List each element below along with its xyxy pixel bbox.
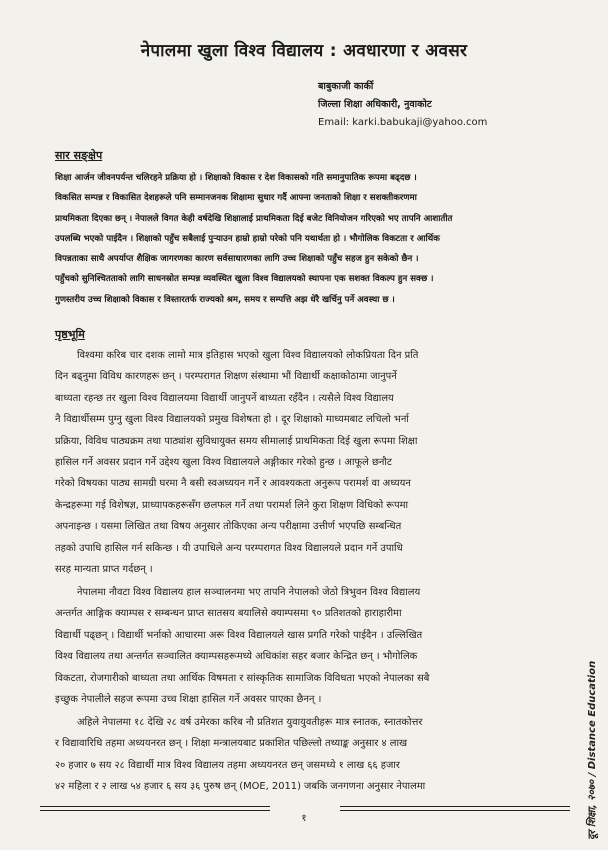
journal-sidebar (580, 560, 602, 840)
journal-label: दूर शिक्षा, २०७० / Distance Education (587, 660, 598, 840)
text-line: नेपालमा नौवटा विश्व विद्यालय हाल सञ्चालनमा भए तापनि नेपालको जेठो त्रिभुवन विश्व विद्यालय (77, 587, 421, 598)
footer-rule-right (340, 806, 570, 807)
text-line: २० हजार ७ सय २८ विद्यार्थी मात्र विश्व विद्यालय तहमा अध्ययनरत छन् जसमध्ये १ लाख ६६ हजार (55, 759, 400, 771)
abstract-text (55, 168, 555, 310)
author-email: Email: karki.babukaji@yahoo.com (318, 117, 488, 128)
text-line: इच्छुक नेपालीले सहज रूपमा उच्च शिक्षा हासिल गर्ने अवसर पाएका छैनन् । (55, 693, 322, 705)
abstract-heading: सार सङ्क्षेप (55, 149, 103, 162)
author-name: बाबुकाजी कार्की (318, 81, 374, 92)
abstract-line: विपन्नताका साथै अपर्याप्त शैक्षिक जागरणका कारण सर्वसाधारणका लागि उच्च शिक्षाको पहुँच सहज हुन सकेको छैन । (55, 254, 419, 265)
text-line: केन्द्रहरूमा गई विशेषज्ञ, प्राध्यापकहरूसँग छलफल गर्ने तथा परामर्श लिने कुरा शिक्षण विधिको रूपमा (55, 499, 409, 511)
background-heading: पृष्ठभूमि (55, 328, 85, 341)
text-line: ४२ महिला र २ लाख ५४ हजार ६ सय ३६ पुरुष छन् (MOE, 2011) जबकि जनगणना अनुसार नेपालमा (55, 781, 426, 793)
text-line: अपनाइन्छ । यसमा लिखित तथा विषय अनुसार तोकिएका अन्य परीक्षामा उत्तीर्ण भएपछि सम्बन्धित (55, 521, 402, 533)
page-number: १ (301, 813, 307, 824)
abstract-line: उपलब्धि भएको पाईदैन । शिक्षाको पहुँच सबैलाई पुऱ्याउन हाम्रो हाम्रो परेको पनि यथार्थता हो । भौगोलिक विकटता र आर्थिक (55, 233, 440, 244)
text-line: बाध्यता रहन्छ तर खुला विश्व विद्यालयमा विद्यार्थी जानुपर्ने बाध्यता रहँदैन । त्यसैले विश्व विद्यालय (55, 392, 394, 404)
paragraph-3 (55, 712, 560, 798)
text-line: अन्तर्गत आङ्गिक क्याम्पस र सम्बन्धन प्राप्त सातसय बयालिसे क्याम्पसमा ९० प्रतिशतको हाराहारीमा (55, 608, 402, 620)
text-line: अहिले नेपालमा १८ देखि २८ वर्ष उमेरका करिब नौ प्रतिशत युवायुवतीहरू मात्र स्नातक, स्नातकोत्तर (77, 717, 423, 728)
abstract-line: शिक्षा आर्जन जीवनपर्यन्त चलिरहने प्रक्रिया हो । शिक्षाको विकास र देश विकासको गति समानुपातिक रूपमा बढ्दछ । (55, 173, 417, 183)
text-line: दिन बढ्नुमा विविध कारणहरू छन् । परम्परागत शिक्षण संस्थामा भौं विद्यार्थी कक्षाकोठामा जानुपर्ने (55, 371, 397, 383)
paragraph-2 (55, 582, 560, 710)
page-title: नेपालमा खुला विश्व विद्यालय : अवधारणा र अवसर (140, 41, 468, 61)
abstract-line: गुणस्तरीय उच्च शिक्षाको विकास र विस्तारतर्फ राज्यको श्रम, समय र सम्पत्ति अझ धेरै खर्चिनु पर्ने अवस्था छ । (55, 294, 395, 305)
text-line: सरह मान्यता प्राप्त गर्दछन् । (55, 563, 153, 575)
text-line: नै विद्यार्थीसम्म पुग्नु खुला विश्व विद्यालयको प्रमुख विशेषता हो । दूर शिक्षाको माध्यमबाट लचिलो भर्ना (55, 414, 409, 426)
text-line: विकटता, रोजगारीको बाध्यता तथा आर्थिक विषमता र सांस्कृतिक सामाजिक विविधता भएको नेपालका सबै (55, 672, 430, 684)
author-block (318, 78, 487, 132)
abstract-line: प्राथमिकता दिएका छन् । नेपालले विगत केही वर्षदेखि शिक्षालाई प्राथमिकता दिई बजेट विनियोजन गरिएको भए तापनि आशातीत (55, 213, 453, 224)
author-position: जिल्ला शिक्षा अधिकारी, नुवाकोट (318, 99, 432, 110)
text-line: विद्यार्थी पढ्छन् । विद्यार्थी भर्नाको आधारमा अरू विश्व विद्यालयले खास प्रगति गरेको पाईदैन । उल्लिखित (55, 629, 423, 641)
text-line: प्रक्रिया, विविध पाठ्यक्रम तथा पाठ्यांश सुविधायुक्त समय सीमालाई प्राथमिकता दिई खुला रूपमा शिक्षा (55, 435, 418, 447)
abstract-line: पहुँचको सुनिश्चितताको लागि साधनस्रोत सम्पन्न व्यवस्थित खुला विश्व विद्यालयको स्थापना एक सशक्त विकल्प हुन सक्छ । (55, 274, 434, 285)
text-line: विश्वमा करिब चार दशक लामो मात्र इतिहास भएको खुला विश्व विद्यालयको लोकप्रियता दिन प्रति (77, 350, 419, 361)
paragraph-1 (55, 345, 560, 580)
text-line: हासिल गर्ने अवसर प्रदान गर्ने उद्देश्य खुला विश्व विद्यालयले अङ्गीकार गरेको हुन्छ । आफूले छनौट (55, 456, 392, 468)
text-line: र विद्यावारिधि तहमा अध्ययनरत छन् । शिक्षा मन्त्रालयबाट प्रकाशित पछिल्लो तथ्याङ्क अनुसार ४ लाख (55, 738, 408, 750)
abstract-line: विकसित सम्पन्न र विकासित देशहरूले पनि सम्मानजनक शिक्षामा सुधार गर्दै आफ्ना जनताको शिक्षा र सशक्तीकरणमा (55, 193, 417, 204)
text-line: तहको उपाधि हासिल गर्न सकिन्छ । यी उपाधिले अन्य परम्परागत विश्व विद्यालयले प्रदान गर्ने उपाधि (55, 542, 403, 554)
text-line: विश्व विद्यालय तथा अन्तर्गत सञ्चालित क्याम्पसहरूमध्ये अधिकांश सहर बजार केन्द्रित छन् । भौगोलिक (55, 651, 418, 663)
footer-rule-left (40, 806, 270, 807)
text-line: गरेको विषयका पाठ्य सामग्री घरमा नै बसी स्वअध्ययन गर्ने र आवश्यकता अनुरूप परामर्श वा अध्ययन (55, 478, 411, 490)
